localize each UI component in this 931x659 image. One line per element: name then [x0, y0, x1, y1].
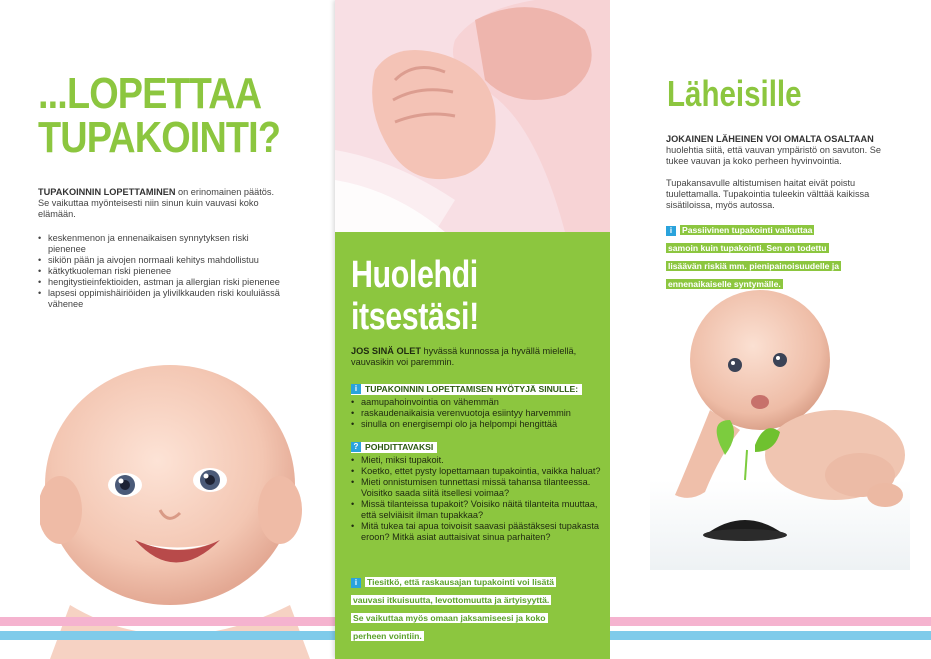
list-item: • Missä tilanteissa tupakoit? Voisiko näitä tilanteita muuttaa, että selviäisit ilman tupakkaa? [351, 499, 601, 521]
right-p1-text: huolehtia siitä, että vauvan ympäristö on savuton. Se tukee vauvan ja koko perheen hyvinvointia. [666, 145, 882, 166]
list-item: • sikiön pään ja aivojen normaali kehitys mahdollistuu [38, 255, 288, 266]
right-title: Läheisille [667, 73, 802, 114]
crawling-baby-photo [650, 280, 910, 570]
think-section [351, 436, 601, 543]
note-line: perheen vointiin. [353, 631, 422, 641]
left-title-line2: TUPAKOINTI? [38, 113, 281, 162]
middle-intro-text: hyvässä kunnossa ja hyvällä mielellä, vauvasikin voi paremmin. [351, 346, 577, 367]
list-item: • hengitystieinfektioiden, astman ja allergian riski pienenee [38, 277, 288, 288]
info-icon: i [666, 226, 676, 236]
left-intro-caps: TUPAKOINNIN LOPETTAMINEN [38, 187, 176, 197]
left-intro-text: on erinomainen päätös. Se vaikuttaa myönteisesti niin sinun kuin vauvasi koko elämään. [38, 187, 275, 219]
note-line: lisäävän riskiä mm. pienipainoisuudelle ja [668, 261, 839, 271]
benefits-list [351, 397, 601, 430]
right-paragraph-1 [666, 134, 906, 167]
list-item: • Mieti onnistumisen tunnettasi missä tahansa tilanteessa. Voisitko saada siitä itsellesi voimaa? [351, 477, 601, 499]
middle-intro-caps: JOS SINÄ OLET [351, 346, 421, 356]
think-heading [351, 442, 437, 453]
left-title-line1: ...LOPETTAA [38, 69, 262, 118]
left-panel [0, 0, 335, 659]
list-item: • lapsesi oppimishäiriöiden ja ylivilkkauden riski kouluiässä vähenee [38, 288, 288, 310]
info-icon: i [351, 384, 361, 394]
think-label: POHDITTAVAKSI [365, 441, 434, 452]
list-item: • Mitä tukea tai apua toivoisit saavasi päästäksesi tupakasta eroon? Mitkä asiat auttaisivat sinua parhaiten? [351, 521, 601, 543]
right-panel [610, 0, 931, 659]
smiling-baby-photo [40, 335, 335, 659]
list-item: • sinulla on energisempi olo ja helpompi hengittää [351, 419, 601, 430]
right-paragraph-2: Tupakansavulle altistumisen haitat eivät poistu tuulettamalla. Tupakointia tuleekin välttää kaikissa sisätiloissa, myös autossa. [666, 178, 870, 210]
pink-stripe [610, 617, 931, 626]
list-item: • keskenmenon ja ennenaikaisen synnytyksen riski pienenee [38, 233, 288, 255]
baby-hand-photo [335, 0, 610, 232]
info-icon: i [351, 578, 361, 588]
list-item: • kätkytkuoleman riski pienenee [38, 266, 288, 277]
question-icon: ? [351, 442, 361, 452]
middle-title-line1: Huolehdi [351, 254, 478, 296]
benefits-label: TUPAKOINNIN LOPETTAMISEN HYÖTYJÄ SINULLE: [365, 383, 579, 394]
note-line: Passiivinen tupakointi vaikuttaa [682, 225, 813, 235]
benefits-heading [351, 384, 582, 395]
list-item: • Koetko, ettet pysty lopettamaan tupakointia, vaikka haluat? [351, 466, 601, 477]
benefits-section [351, 378, 601, 430]
list-item: • Mieti, miksi tupakoit. [351, 455, 601, 466]
middle-intro [351, 346, 591, 368]
left-bullet-list [38, 233, 288, 310]
left-intro [38, 187, 283, 220]
note-line: samoin kuin tupakointi. Sen on todettu [668, 243, 827, 253]
note-line: Tiesitkö, että raskausajan tupakointi voi lisätä [367, 577, 555, 587]
blue-stripe [0, 631, 335, 640]
list-item: • aamupahoinvointia on vähemmän [351, 397, 601, 408]
middle-note [351, 572, 583, 644]
note-line: Se vaikuttaa myös omaan jaksamiseesi ja koko [353, 613, 546, 623]
middle-panel [335, 0, 610, 659]
pink-stripe [0, 617, 335, 626]
list-item: • raskaudenaikaisia verenvuotoja esiintyy harvemmin [351, 408, 601, 419]
middle-title-line2: itsestäsi! [351, 296, 479, 338]
left-title [38, 69, 287, 162]
think-list [351, 455, 601, 543]
blue-stripe [610, 631, 931, 640]
right-p1-caps: JOKAINEN LÄHEINEN VOI OMALTA OSALTAAN [666, 134, 874, 144]
note-line: ennenaikaiselle syntymälle. [668, 279, 781, 289]
middle-title [351, 254, 551, 338]
note-line: vauvasi itkuisuutta, levottomuutta ja ärtyisyyttä. [353, 595, 550, 605]
